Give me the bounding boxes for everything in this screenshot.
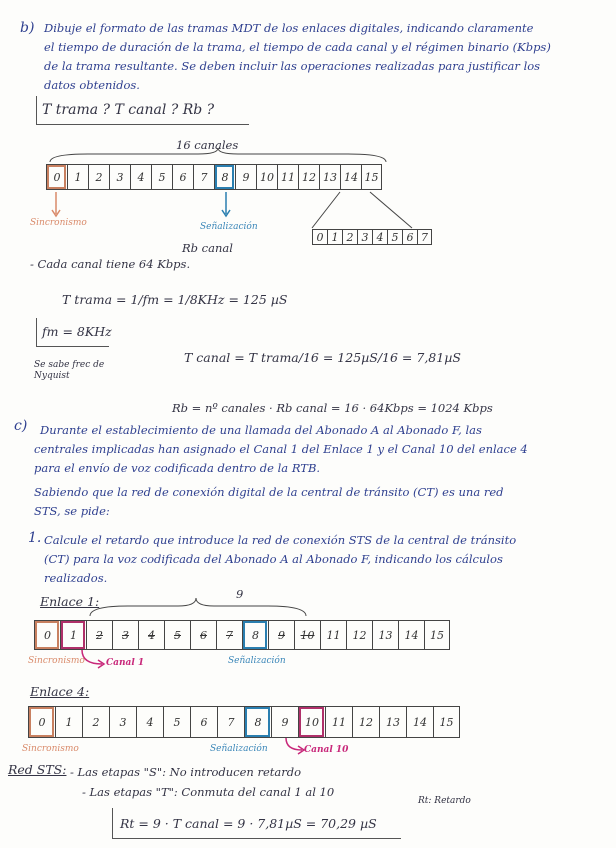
frame-cell: 1 <box>67 164 88 190</box>
frame-cell: 0 <box>312 229 327 245</box>
t-trama-eq: T trama = 1/fm = 1/8KHz = 125 µS <box>62 292 288 307</box>
section-c-line5: STS, se pide: <box>34 504 110 518</box>
count-nine: 9 <box>236 587 244 601</box>
frame-cell: 0 <box>46 164 67 190</box>
frame-cell: 14 <box>406 706 433 738</box>
frame-cell: 11 <box>277 164 298 190</box>
frame-cell: 10 <box>256 164 277 190</box>
rb-eq: Rb = nº canales · Rb canal = 16 · 64Kbps = 1024 Kbps <box>172 401 493 415</box>
frame-cell: 12 <box>352 706 379 738</box>
frame-cell: 0 <box>28 706 55 738</box>
frame-cell: 7 <box>417 229 432 245</box>
canal10-label: Canal 10 <box>304 745 349 755</box>
frame-cell: 5 <box>151 164 172 190</box>
t-canal-eq: T canal = T trama/16 = 125µS/16 = 7,81µS <box>184 350 461 365</box>
section-c-line4: Sabiendo que la red de conexión digital de la central de tránsito (CT) es una red <box>34 485 504 499</box>
frame-cell: 11 <box>320 620 346 650</box>
frame-cell: 14 <box>398 620 424 650</box>
frame-cell: 7 <box>216 620 242 650</box>
frame-enlace1 <box>34 620 450 650</box>
sync-label-e4: Sincronismo <box>22 744 79 754</box>
canal1-label: Canal 1 <box>106 658 145 668</box>
bits-frame <box>312 229 432 245</box>
section-c-label: c) <box>14 418 28 434</box>
frame-cell: 4 <box>138 620 164 650</box>
frame-cell: 5 <box>163 706 190 738</box>
frame-cell: 14 <box>340 164 361 190</box>
rt-label: Rt: Retardo <box>418 796 471 806</box>
rb-canal-label: Rb canal <box>182 241 233 255</box>
frame-cell: 6 <box>402 229 417 245</box>
frame-cell: 15 <box>433 706 460 738</box>
channels-label: 16 canales <box>176 138 239 152</box>
frame-cell: 2 <box>342 229 357 245</box>
etapa-t-text: - Las etapas "T": Conmuta del canal 1 al 10 <box>82 785 335 799</box>
frame-cell: 6 <box>190 620 216 650</box>
signal-label-b: Señalización <box>200 222 258 232</box>
frame-cell: 3 <box>112 620 138 650</box>
question-text: T trama ? T canal ? Rb ? <box>42 102 215 118</box>
item1-line3: realizados. <box>44 571 108 585</box>
frame-cell: 0 <box>34 620 60 650</box>
frame-cell: 9 <box>235 164 256 190</box>
frame-cell: 12 <box>298 164 319 190</box>
frame-cell: 4 <box>130 164 151 190</box>
frame-cell: 6 <box>190 706 217 738</box>
red-sts-label: Red STS: <box>8 762 67 777</box>
sync-label-b: Sincronismo <box>30 218 87 228</box>
item1-line1: Calcule el retardo que introduce la red de conexión STS de la central de tránsito <box>44 533 517 547</box>
frame-cell: 5 <box>387 229 402 245</box>
frame-cell: 8 <box>242 620 268 650</box>
frame-cell: 7 <box>193 164 214 190</box>
section-c-line1: Durante el establecimiento de una llamada del Abonado A al Abonado F, las <box>40 423 482 437</box>
frame-cell: 15 <box>361 164 382 190</box>
signal-label-e4: Señalización <box>210 744 268 754</box>
frame-cell: 13 <box>372 620 398 650</box>
frame-cell: 15 <box>424 620 450 650</box>
frame-cell: 11 <box>325 706 352 738</box>
section-b-line2: el tiempo de duración de la trama, el tiempo de cada canal y el régimen binario (Kbps) <box>44 40 551 54</box>
frame-b <box>46 164 382 190</box>
frame-cell: 10 <box>294 620 320 650</box>
enlace4-label: Enlace 4: <box>30 684 90 699</box>
frame-cell: 2 <box>88 164 109 190</box>
frame-cell: 5 <box>164 620 190 650</box>
frame-cell: 1 <box>55 706 82 738</box>
nyquist-note: Se sabe frec de Nyquist <box>34 360 105 381</box>
frame-enlace4 <box>28 706 460 738</box>
frame-cell: 4 <box>136 706 163 738</box>
frame-cell: 3 <box>109 164 130 190</box>
frame-cell: 7 <box>217 706 244 738</box>
frame-cell: 9 <box>271 706 298 738</box>
frame-cell: 2 <box>86 620 112 650</box>
frame-cell: 13 <box>319 164 340 190</box>
frame-cell: 1 <box>327 229 342 245</box>
section-c-line3: para el envío de voz codificada dentro de la RTB. <box>34 461 321 475</box>
frame-cell: 3 <box>357 229 372 245</box>
section-c-line2: centrales implicadas han asignado el Canal 1 del Enlace 1 y el Canal 10 del enlace 4 <box>34 442 528 456</box>
frame-cell: 9 <box>268 620 294 650</box>
section-b-line3: de la trama resultante. Se deben incluir las operaciones realizadas para justificar los <box>44 59 541 73</box>
fm-eq: fm = 8KHz <box>42 324 112 339</box>
etapa-s-text: - Las etapas "S": No introducen retardo <box>70 765 302 779</box>
item1-number: 1. <box>28 530 42 546</box>
enlace1-label: Enlace 1: <box>40 594 100 609</box>
frame-cell: 6 <box>172 164 193 190</box>
item1-line2: (CT) para la voz codificada del Abonado A al Abonado F, indicando los cálculos <box>44 552 503 566</box>
frame-cell: 8 <box>214 164 235 190</box>
frame-cell: 3 <box>109 706 136 738</box>
sync-label-e1: Sincronismo <box>28 656 85 666</box>
frame-cell: 8 <box>244 706 271 738</box>
section-b-line1: Dibuje el formato de las tramas MDT de los enlaces digitales, indicando claramente <box>44 21 534 35</box>
rt-eq: Rt = 9 · T canal = 9 · 7,81µS = 70,29 µS <box>120 816 377 831</box>
count-brace <box>88 596 308 618</box>
section-b-label: b) <box>20 20 35 36</box>
frame-cell: 12 <box>346 620 372 650</box>
frame-cell: 2 <box>82 706 109 738</box>
signal-label-e1: Señalización <box>228 656 286 666</box>
frame-cell: 4 <box>372 229 387 245</box>
frame-cell: 13 <box>379 706 406 738</box>
frame-cell: 10 <box>298 706 325 738</box>
frame-cell: 1 <box>60 620 86 650</box>
cada-canal-text: - Cada canal tiene 64 Kbps. <box>30 257 191 271</box>
section-b-line4: datos obtenidos. <box>44 78 140 92</box>
